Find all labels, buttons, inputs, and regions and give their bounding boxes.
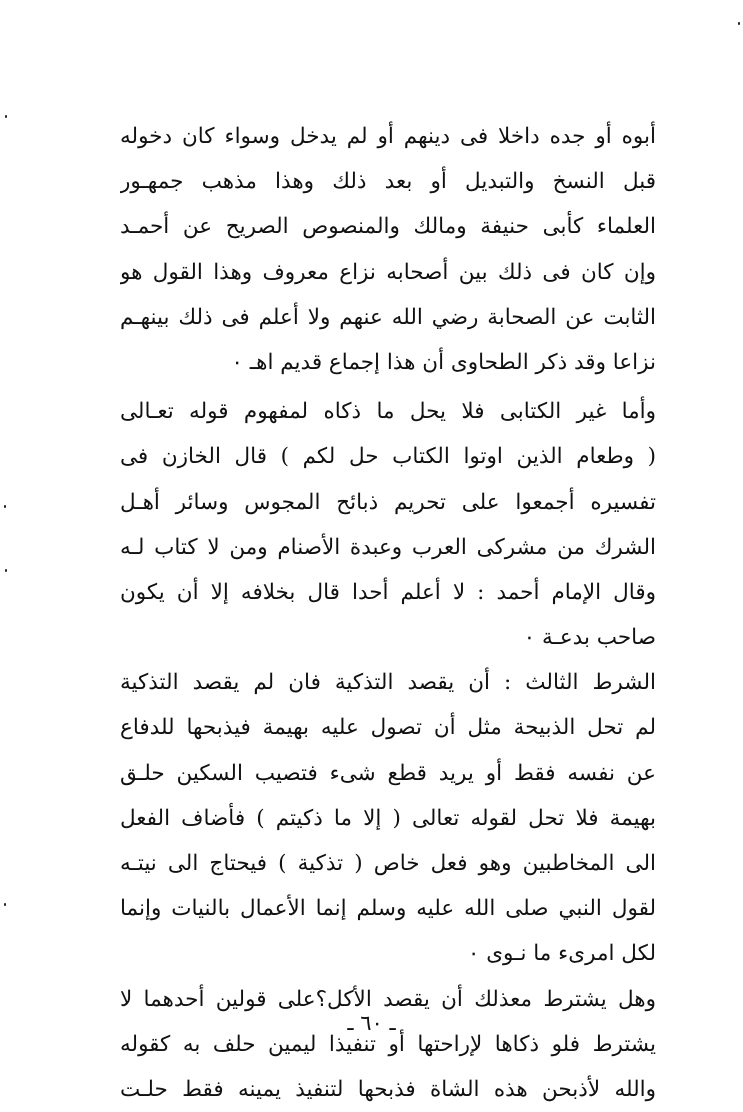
scan-speck xyxy=(5,115,7,118)
paragraph-4 xyxy=(120,977,656,1112)
text-line: يشترط فلو ذكاها لإراحتها أو تنفيذا ليمين حلف به كقوله xyxy=(120,1031,656,1057)
text-line: قبل النسخ والتبديل أو بعد ذلك وهذا مذهب جمهـور xyxy=(120,169,656,195)
text-line: الشرك من مشركى العرب وعبدة الأصنام ومن لا كتاب لـه xyxy=(120,534,656,560)
text-line: وأما غير الكتابى فلا يحل ما ذكاه لمفهوم قوله تعـالى xyxy=(120,399,656,425)
text-line: الى المخاطبين وهو فعل خاص ( تذكية ) فيحتاج الى نيتـه xyxy=(120,851,656,876)
text-line: عن نفسه فقط أو يريد قطع شىء فتصيب السكين حلـق xyxy=(120,760,656,786)
scan-speck xyxy=(4,505,6,508)
text-line: لقول النبي صلى الله عليه وسلم إنما الأعمال بالنيات وإنما xyxy=(120,896,656,922)
text-line: صاحب بدعـة ٠ xyxy=(523,625,656,651)
text-line: لم تحل الذبيحة مثل أن تصول عليه بهيمة فيذبحها للدفاع xyxy=(120,715,656,741)
page-number: ـ ٦٠ ـ xyxy=(347,1011,396,1035)
text-line: وهل يشترط معذلك أن يقصد الأكل؟على قولين أحدهما لا xyxy=(120,986,656,1012)
paragraph-1 xyxy=(120,114,656,385)
text-line: تفسيره أجمعوا على تحريم ذبائح المجوس وسائر أهـل xyxy=(120,489,656,515)
text-line: وإن كان فى ذلك بين أصحابه نزاع معروف وهذا القول هو xyxy=(120,259,656,285)
text-line: نزاعا وقد ذكر الطحاوى أن هذا إجماع قديم اهـ ٠ xyxy=(231,349,656,375)
text-line: بهيمة فلا تحل لقوله تعالى ( إلا ما ذكيتم ) فأضاف الفعل xyxy=(120,805,656,831)
text-line: العلماء كأبى حنيفة ومالك والمنصوص الصريح عن أحمـد xyxy=(120,214,656,240)
text-line: الثابت عن الصحابة رضي الله عنهم ولا أعلم فى ذلك بينهـم xyxy=(120,304,656,330)
scan-speck xyxy=(738,22,740,25)
text-line: وقال الإمام أحمد : لا أعلم أحدا قال بخلافه إلا أن يكون xyxy=(120,579,656,605)
scan-speck xyxy=(5,569,7,572)
text-line: والله لأذبحن هذه الشاة فذبحها لتنفيذ يمينه فقط حلـت xyxy=(120,1076,656,1102)
text-line: لكل امرىء ما نـوى ٠ xyxy=(467,941,656,967)
text-line: أبوه أو جده داخلا فى دينهم أو لم يدخل وسواء كان دخوله xyxy=(120,124,656,149)
paragraph-3 xyxy=(120,660,656,976)
text-line: ( وطعام الذين اوتوا الكتاب حل لكم ) قال الخازن فى xyxy=(120,444,656,470)
text-line: الشرط الثالث : أن يقصد التذكية فان لم يقصد التذكية xyxy=(120,670,656,696)
body-text xyxy=(120,114,656,1112)
scan-speck xyxy=(4,903,6,906)
paragraph-2 xyxy=(120,389,656,660)
